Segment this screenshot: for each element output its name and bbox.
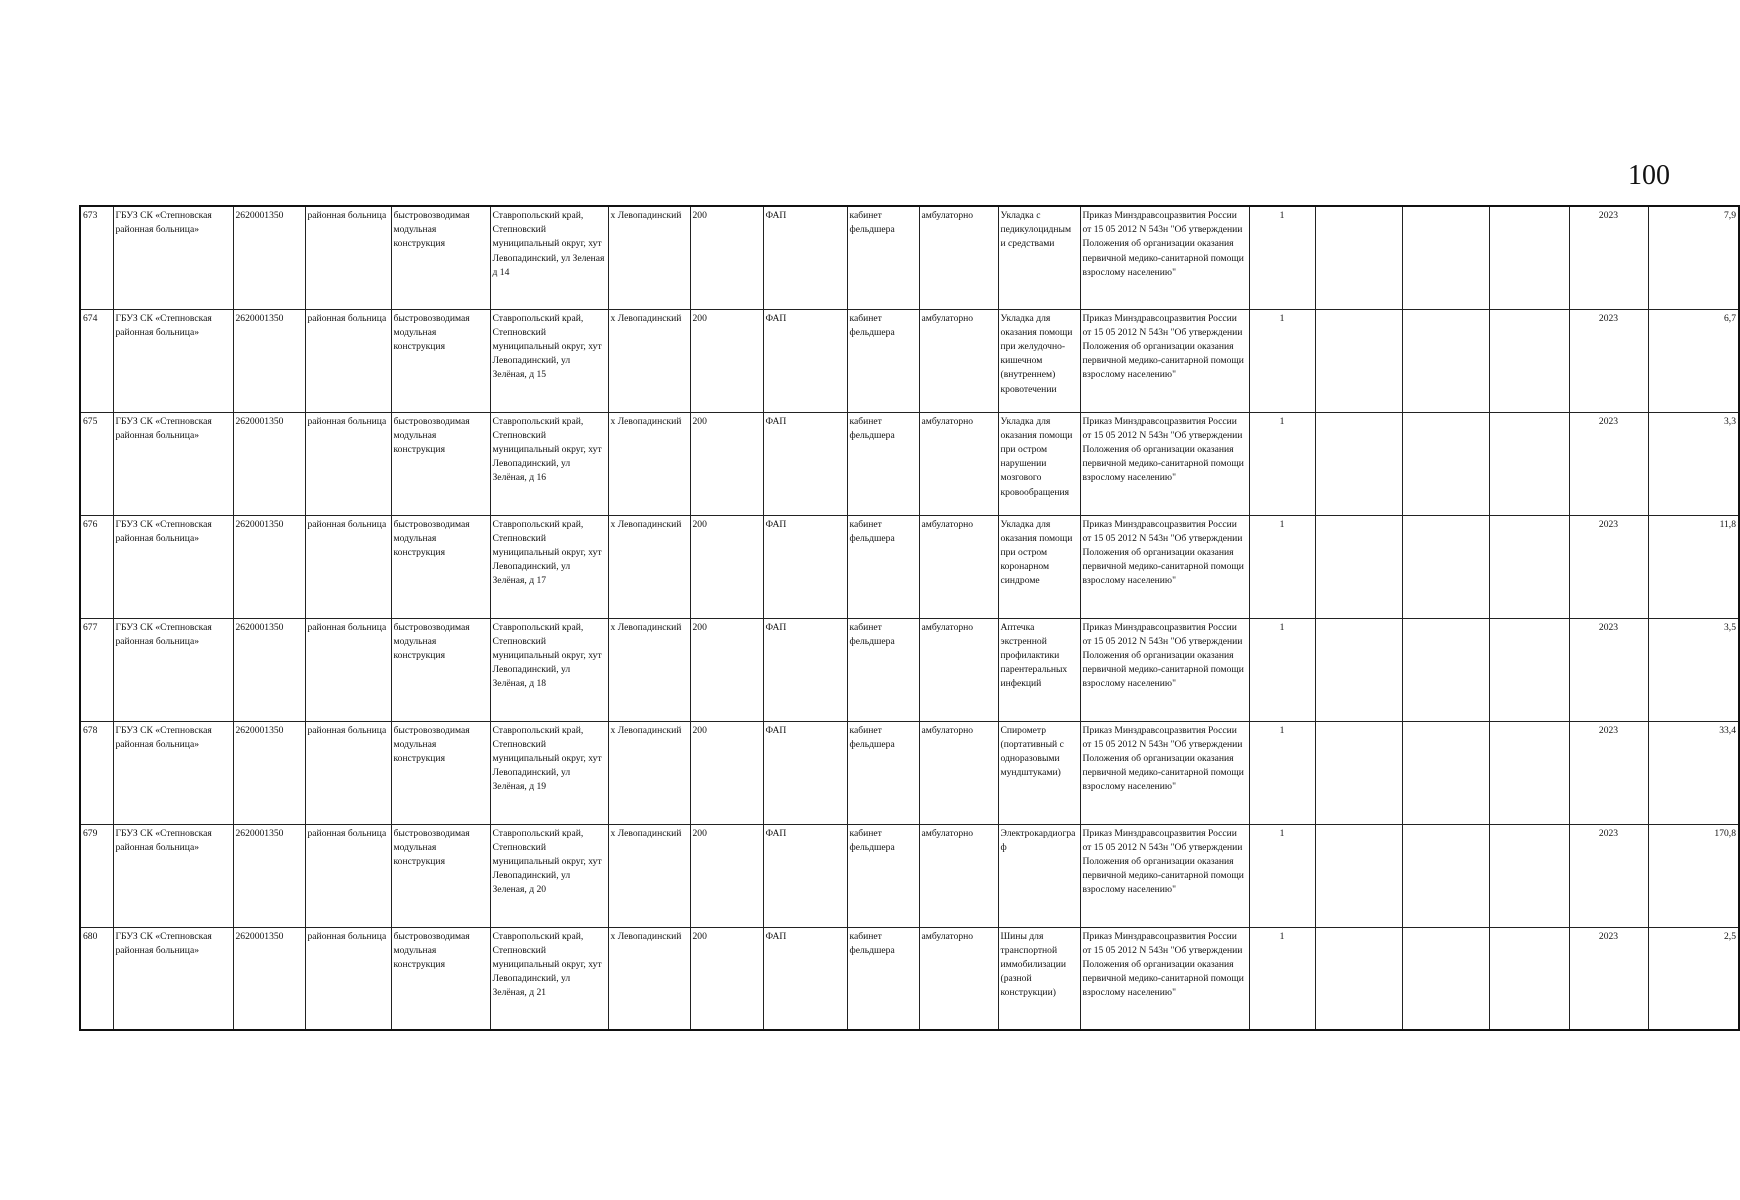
empty-cell — [1489, 309, 1569, 412]
facility-type-text: ФАП — [765, 930, 787, 942]
empty-cell — [1315, 721, 1402, 824]
table-row — [80, 927, 1739, 1030]
table-row — [80, 206, 1739, 309]
care-mode — [919, 927, 998, 1030]
organization-name — [113, 721, 233, 824]
organization-type — [305, 927, 391, 1030]
room-text: кабинет фельдшера — [849, 621, 895, 647]
organization-name — [113, 206, 233, 309]
equipment-name-text: Аптечка экстренной профилактики парентеральных инфекций — [1000, 621, 1068, 690]
organization-type-text: районная больница — [307, 518, 387, 530]
organization-name-text: ГБУЗ СК «Степновская районная больница» — [115, 312, 212, 338]
construction-type-text: быстровозводимая модульная конструкция — [393, 930, 470, 970]
construction-type — [391, 412, 490, 515]
organization-code-text: 2620001350 — [235, 827, 284, 839]
population — [690, 309, 763, 412]
population — [690, 721, 763, 824]
population-text: 200 — [692, 930, 707, 942]
amount-text: 3,3 — [1724, 415, 1736, 427]
care-mode — [919, 309, 998, 412]
population — [690, 824, 763, 927]
year — [1569, 618, 1648, 721]
year-text: 2023 — [1598, 724, 1619, 736]
organization-type — [305, 412, 391, 515]
room-text: кабинет фельдшера — [849, 827, 895, 853]
empty-cell — [1489, 824, 1569, 927]
table-row — [80, 618, 1739, 721]
care-mode-text: амбулаторно — [921, 518, 974, 530]
population — [690, 412, 763, 515]
facility-type — [763, 412, 847, 515]
row-number-text: 674 — [83, 312, 98, 324]
year-text: 2023 — [1598, 621, 1619, 633]
organization-name — [113, 309, 233, 412]
amount — [1648, 721, 1739, 824]
care-mode — [919, 412, 998, 515]
population — [690, 206, 763, 309]
room — [847, 721, 919, 824]
organization-name-text: ГБУЗ СК «Степновская районная больница» — [115, 827, 212, 853]
organization-type-text: районная больница — [307, 827, 387, 839]
amount — [1648, 927, 1739, 1030]
care-mode-text: амбулаторно — [921, 724, 974, 736]
empty-cell — [1402, 721, 1489, 824]
organization-type — [305, 515, 391, 618]
organization-type — [305, 721, 391, 824]
care-mode — [919, 206, 998, 309]
construction-type — [391, 618, 490, 721]
organization-name-text: ГБУЗ СК «Степновская районная больница» — [115, 518, 212, 544]
amount — [1648, 618, 1739, 721]
row-number-text: 676 — [83, 518, 98, 530]
organization-code — [233, 721, 305, 824]
row-number-text: 680 — [83, 930, 98, 942]
table-row — [80, 515, 1739, 618]
organization-code-text: 2620001350 — [235, 210, 284, 221]
organization-name — [113, 515, 233, 618]
amount-text: 3,5 — [1724, 621, 1736, 633]
address-text: Ставропольский край, Степновский муниципальный округ, хут Левопадинский, ул Зеленая, д 20 — [492, 827, 602, 896]
empty-cell — [1315, 412, 1402, 515]
construction-type-text: быстровозводимая модульная конструкция — [393, 827, 470, 867]
settlement-text: х Левопадинский — [610, 312, 682, 324]
organization-code — [233, 412, 305, 515]
regulation-order-text: Приказ Минздравсоцразвития России от 15 05 2012 N 543н "Об утверждении Положения об организации оказания первичной медико-санитарной помощи взрослому населению" — [1082, 312, 1244, 381]
care-mode-text: амбулаторно — [921, 621, 974, 633]
organization-code — [233, 824, 305, 927]
amount — [1648, 206, 1739, 309]
row-number — [80, 618, 113, 721]
settlement-text: х Левопадинский — [610, 415, 682, 427]
year-text: 2023 — [1598, 415, 1619, 427]
equipment-name-text: Укладка для оказания помощи при остром нарушении мозгового кровообращения — [1000, 415, 1073, 498]
row-number — [80, 721, 113, 824]
organization-name-text: ГБУЗ СК «Степновская районная больница» — [115, 210, 212, 236]
organization-code-text: 2620001350 — [235, 415, 284, 427]
quantity-text: 1 — [1279, 210, 1285, 221]
year — [1569, 515, 1648, 618]
facility-type-text: ФАП — [765, 312, 787, 324]
regulation-order — [1080, 515, 1249, 618]
organization-type — [305, 824, 391, 927]
amount-text: 2,5 — [1724, 930, 1736, 942]
facility-type — [763, 721, 847, 824]
regulation-order — [1080, 206, 1249, 309]
quantity-text: 1 — [1279, 312, 1285, 324]
room — [847, 618, 919, 721]
empty-cell — [1489, 206, 1569, 309]
row-number-text: 673 — [83, 210, 98, 221]
regulation-order — [1080, 618, 1249, 721]
regulation-order-text: Приказ Минздравсоцразвития России от 15 05 2012 N 543н "Об утверждении Положения об организации оказания первичной медико-санитарной помощи взрослому населению" — [1082, 210, 1244, 278]
organization-type-text: районная больница — [307, 621, 387, 633]
address — [490, 927, 608, 1030]
address-text: Ставропольский край, Степновский муниципальный округ, хут Левопадинский, ул Зелёная, д 18 — [492, 621, 602, 690]
quantity — [1249, 618, 1315, 721]
address — [490, 824, 608, 927]
quantity — [1249, 309, 1315, 412]
care-mode — [919, 618, 998, 721]
amount — [1648, 515, 1739, 618]
facility-type — [763, 309, 847, 412]
settlement — [608, 824, 690, 927]
room — [847, 206, 919, 309]
quantity-text: 1 — [1279, 518, 1285, 530]
equipment-name-text: Укладка для оказания помощи при остром коронарном синдроме — [1000, 518, 1073, 587]
facility-type-text: ФАП — [765, 415, 787, 427]
organization-type — [305, 206, 391, 309]
table-row — [80, 309, 1739, 412]
quantity — [1249, 515, 1315, 618]
organization-name — [113, 824, 233, 927]
empty-cell — [1402, 515, 1489, 618]
amount-text: 33,4 — [1719, 724, 1736, 736]
address — [490, 515, 608, 618]
equipment-name-text: Укладка с педикулоцидным и средствами — [1000, 210, 1072, 250]
year — [1569, 206, 1648, 309]
regulation-order — [1080, 309, 1249, 412]
empty-cell — [1315, 309, 1402, 412]
empty-cell — [1315, 824, 1402, 927]
settlement-text: х Левопадинский — [610, 930, 682, 942]
organization-code — [233, 618, 305, 721]
room — [847, 927, 919, 1030]
year — [1569, 412, 1648, 515]
construction-type-text: быстровозводимая модульная конструкция — [393, 621, 470, 661]
quantity — [1249, 824, 1315, 927]
year — [1569, 309, 1648, 412]
organization-code-text: 2620001350 — [235, 621, 284, 633]
organization-code — [233, 206, 305, 309]
empty-cell — [1489, 412, 1569, 515]
quantity — [1249, 927, 1315, 1030]
equipment-name — [998, 618, 1080, 721]
construction-type — [391, 721, 490, 824]
construction-type-text: быстровозводимая модульная конструкция — [393, 312, 470, 352]
care-mode-text: амбулаторно — [921, 210, 974, 221]
room-text: кабинет фельдшера — [849, 518, 895, 544]
quantity-text: 1 — [1279, 930, 1285, 942]
organization-code — [233, 927, 305, 1030]
equipment-name — [998, 206, 1080, 309]
room-text: кабинет фельдшера — [849, 312, 895, 338]
empty-cell — [1489, 515, 1569, 618]
construction-type — [391, 206, 490, 309]
construction-type — [391, 927, 490, 1030]
row-number-text: 677 — [83, 621, 98, 633]
population — [690, 515, 763, 618]
construction-type — [391, 515, 490, 618]
population-text: 200 — [692, 210, 707, 221]
settlement — [608, 309, 690, 412]
population-text: 200 — [692, 312, 707, 324]
empty-cell — [1402, 618, 1489, 721]
facility-type-text: ФАП — [765, 518, 787, 530]
regulation-order-text: Приказ Минздравсоцразвития России от 15 05 2012 N 543н "Об утверждении Положения об организации оказания первичной медико-санитарной помощи взрослому населению" — [1082, 930, 1244, 999]
year-text: 2023 — [1598, 312, 1619, 324]
organization-name-text: ГБУЗ СК «Степновская районная больница» — [115, 724, 212, 750]
facility-type-text: ФАП — [765, 827, 787, 839]
equipment-name-text: Шины для транспортной иммобилизации (разной конструкции) — [1000, 930, 1066, 999]
organization-name — [113, 618, 233, 721]
empty-cell — [1489, 618, 1569, 721]
regulation-order — [1080, 927, 1249, 1030]
care-mode-text: амбулаторно — [921, 312, 974, 324]
row-number-text: 679 — [83, 827, 98, 839]
organization-name — [113, 412, 233, 515]
care-mode — [919, 515, 998, 618]
year-text: 2023 — [1598, 930, 1619, 942]
empty-cell — [1315, 515, 1402, 618]
regulation-order-text: Приказ Минздравсоцразвития России от 15 05 2012 N 543н "Об утверждении Положения об организации оказания первичной медико-санитарной помощи взрослому населению" — [1082, 724, 1244, 793]
year — [1569, 927, 1648, 1030]
row-number — [80, 515, 113, 618]
room-text: кабинет фельдшера — [849, 210, 895, 236]
settlement-text: х Левопадинский — [610, 724, 682, 736]
room-text: кабинет фельдшера — [849, 930, 895, 956]
population-text: 200 — [692, 518, 707, 530]
equipment-name — [998, 721, 1080, 824]
population-text: 200 — [692, 827, 707, 839]
address-text: Ставропольский край, Степновский муниципальный округ, хут Левопадинский, ул Зеленая д 14 — [492, 210, 605, 278]
row-number-text: 678 — [83, 724, 98, 736]
regulation-order-text: Приказ Минздравсоцразвития России от 15 05 2012 N 543н "Об утверждении Положения об организации оказания первичной медико-санитарной помощи взрослому населению" — [1082, 518, 1244, 587]
care-mode-text: амбулаторно — [921, 827, 974, 839]
organization-type-text: районная больница — [307, 724, 387, 736]
facility-type — [763, 515, 847, 618]
equipment-registry-table — [79, 205, 1740, 1031]
organization-type — [305, 309, 391, 412]
address-text: Ставропольский край, Степновский муниципальный округ, хут Левопадинский, ул Зелёная, д 19 — [492, 724, 602, 793]
empty-cell — [1402, 824, 1489, 927]
row-number — [80, 824, 113, 927]
construction-type-text: быстровозводимая модульная конструкция — [393, 518, 470, 558]
row-number — [80, 412, 113, 515]
equipment-name-text: Электрокардиограф — [1000, 827, 1076, 853]
construction-type-text: быстровозводимая модульная конструкция — [393, 724, 470, 764]
amount — [1648, 824, 1739, 927]
construction-type — [391, 309, 490, 412]
equipment-name — [998, 927, 1080, 1030]
settlement — [608, 206, 690, 309]
row-number — [80, 927, 113, 1030]
table-row — [80, 412, 1739, 515]
regulation-order — [1080, 412, 1249, 515]
facility-type-text: ФАП — [765, 621, 787, 633]
organization-type-text: районная больница — [307, 210, 387, 221]
organization-name-text: ГБУЗ СК «Степновская районная больница» — [115, 930, 212, 956]
quantity — [1249, 412, 1315, 515]
year — [1569, 824, 1648, 927]
organization-type-text: районная больница — [307, 312, 387, 324]
facility-type-text: ФАП — [765, 210, 787, 221]
amount-text: 11,8 — [1719, 518, 1736, 530]
amount-text: 6,7 — [1724, 312, 1736, 324]
quantity — [1249, 206, 1315, 309]
population-text: 200 — [692, 415, 707, 427]
facility-type — [763, 824, 847, 927]
organization-code — [233, 309, 305, 412]
organization-code — [233, 515, 305, 618]
amount — [1648, 412, 1739, 515]
address — [490, 206, 608, 309]
row-number — [80, 309, 113, 412]
room — [847, 515, 919, 618]
organization-code-text: 2620001350 — [235, 724, 284, 736]
address-text: Ставропольский край, Степновский муниципальный округ, хут Левопадинский, ул Зелёная, д 21 — [492, 930, 602, 999]
facility-type-text: ФАП — [765, 724, 787, 736]
organization-name — [113, 927, 233, 1030]
quantity-text: 1 — [1279, 724, 1285, 736]
facility-type — [763, 618, 847, 721]
room — [847, 412, 919, 515]
settlement-text: х Левопадинский — [610, 210, 682, 221]
regulation-order — [1080, 721, 1249, 824]
care-mode — [919, 721, 998, 824]
year-text: 2023 — [1598, 210, 1619, 221]
facility-type — [763, 927, 847, 1030]
empty-cell — [1315, 206, 1402, 309]
population — [690, 618, 763, 721]
organization-code-text: 2620001350 — [235, 312, 284, 324]
room — [847, 309, 919, 412]
settlement-text: х Левопадинский — [610, 827, 682, 839]
table-row — [80, 824, 1739, 927]
empty-cell — [1315, 618, 1402, 721]
organization-name-text: ГБУЗ СК «Степновская районная больница» — [115, 415, 212, 441]
equipment-name-text: Укладка для оказания помощи при желудочно-кишечном (внутреннем) кровотечении — [1000, 312, 1073, 395]
settlement-text: х Левопадинский — [610, 518, 682, 530]
organization-type — [305, 618, 391, 721]
empty-cell — [1402, 206, 1489, 309]
address-text: Ставропольский край, Степновский муниципальный округ, хут Левопадинский, ул Зелёная, д 15 — [492, 312, 602, 381]
empty-cell — [1402, 927, 1489, 1030]
room-text: кабинет фельдшера — [849, 724, 895, 750]
equipment-name — [998, 412, 1080, 515]
table-row — [80, 721, 1739, 824]
room — [847, 824, 919, 927]
room-text: кабинет фельдшера — [849, 415, 895, 441]
equipment-name — [998, 309, 1080, 412]
equipment-name — [998, 824, 1080, 927]
equipment-name-text: Спирометр (портативный с одноразовыми мундштуками) — [1000, 724, 1064, 779]
quantity — [1249, 721, 1315, 824]
empty-cell — [1489, 927, 1569, 1030]
table-body — [80, 206, 1739, 1030]
regulation-order — [1080, 824, 1249, 927]
organization-code-text: 2620001350 — [235, 930, 284, 942]
empty-cell — [1315, 927, 1402, 1030]
address-text: Ставропольский край, Степновский муниципальный округ, хут Левопадинский, ул Зелёная, д 17 — [492, 518, 602, 587]
regulation-order-text: Приказ Минздравсоцразвития России от 15 05 2012 N 543н "Об утверждении Положения об организации оказания первичной медико-санитарной помощи взрослому населению" — [1082, 827, 1244, 896]
regulation-order-text: Приказ Минздравсоцразвития России от 15 05 2012 N 543н "Об утверждении Положения об организации оказания первичной медико-санитарной помощи взрослому населению" — [1082, 415, 1244, 484]
empty-cell — [1402, 412, 1489, 515]
care-mode-text: амбулаторно — [921, 415, 974, 427]
quantity-text: 1 — [1279, 415, 1285, 427]
settlement — [608, 618, 690, 721]
population-text: 200 — [692, 724, 707, 736]
care-mode — [919, 824, 998, 927]
row-number — [80, 206, 113, 309]
population — [690, 927, 763, 1030]
organization-type-text: районная больница — [307, 930, 387, 942]
quantity-text: 1 — [1279, 827, 1285, 839]
organization-type-text: районная больница — [307, 415, 387, 427]
quantity-text: 1 — [1279, 621, 1285, 633]
construction-type-text: быстровозводимая модульная конструкция — [393, 415, 470, 455]
construction-type-text: быстровозводимая модульная конструкция — [393, 210, 470, 250]
address — [490, 618, 608, 721]
amount — [1648, 309, 1739, 412]
organization-code-text: 2620001350 — [235, 518, 284, 530]
organization-name-text: ГБУЗ СК «Степновская районная больница» — [115, 621, 212, 647]
care-mode-text: амбулаторно — [921, 930, 974, 942]
empty-cell — [1489, 721, 1569, 824]
row-number-text: 675 — [83, 415, 98, 427]
regulation-order-text: Приказ Минздравсоцразвития России от 15 05 2012 N 543н "Об утверждении Положения об организации оказания первичной медико-санитарной помощи взрослому населению" — [1082, 621, 1244, 690]
population-text: 200 — [692, 621, 707, 633]
settlement — [608, 721, 690, 824]
construction-type — [391, 824, 490, 927]
page-number: 100 — [1628, 160, 1670, 191]
amount-text: 7,9 — [1724, 210, 1736, 221]
facility-type — [763, 206, 847, 309]
address — [490, 721, 608, 824]
settlement — [608, 515, 690, 618]
year-text: 2023 — [1598, 827, 1619, 839]
empty-cell — [1402, 309, 1489, 412]
equipment-name — [998, 515, 1080, 618]
settlement — [608, 412, 690, 515]
amount-text: 170,8 — [1714, 827, 1736, 839]
settlement-text: х Левопадинский — [610, 621, 682, 633]
address — [490, 412, 608, 515]
address — [490, 309, 608, 412]
settlement — [608, 927, 690, 1030]
year-text: 2023 — [1598, 518, 1619, 530]
address-text: Ставропольский край, Степновский муниципальный округ, хут Левопадинский, ул Зелёная, д 16 — [492, 415, 602, 484]
year — [1569, 721, 1648, 824]
